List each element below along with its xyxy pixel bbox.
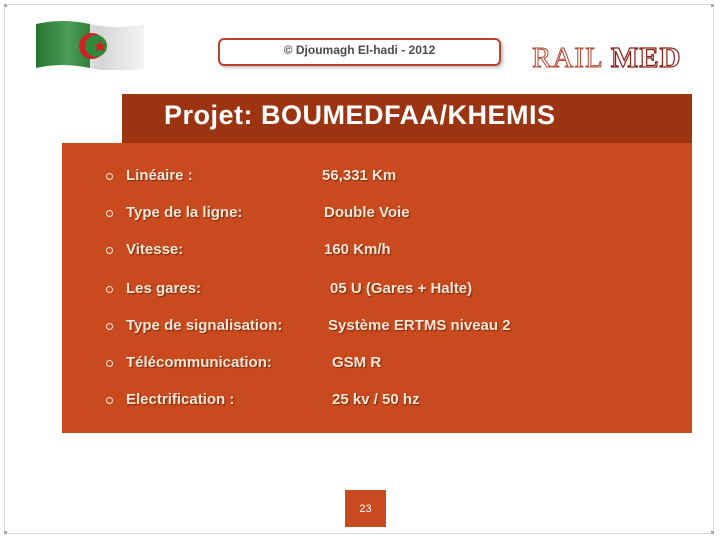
item-value: 56,331 Km <box>322 167 397 184</box>
item-value: GSM R <box>332 354 382 371</box>
item-value: 160 Km/h <box>324 241 391 258</box>
item-value: Système ERTMS niveau 2 <box>328 317 511 334</box>
item-label: Vitesse: <box>126 241 184 258</box>
bullet-icon <box>106 397 113 404</box>
item-label: Télécommunication: <box>126 354 272 371</box>
item-label: Les gares: <box>126 280 202 297</box>
brand-logo <box>532 41 682 75</box>
brand-med-text: MED <box>610 42 682 74</box>
item-value: Double Voie <box>324 204 410 221</box>
bullet-icon <box>106 323 113 330</box>
bullet-icon <box>106 210 113 217</box>
brand-rail-text: RAIL <box>532 42 603 74</box>
algeria-flag-icon <box>34 18 146 70</box>
item-label: Type de signalisation: <box>126 317 283 334</box>
author-banner <box>218 38 501 66</box>
frame-corner <box>4 4 7 7</box>
frame-corner <box>711 531 714 534</box>
frame-corner <box>4 531 7 534</box>
item-label: Linéaire : <box>126 167 193 184</box>
item-label: Electrification : <box>126 391 235 408</box>
page-number: 23 <box>359 502 372 515</box>
bullet-icon <box>106 247 113 254</box>
bullet-icon <box>106 286 113 293</box>
item-label: Type de la ligne: <box>126 204 243 221</box>
author-credit: © Djoumagh El-hadi - 2012 <box>283 43 436 57</box>
slide-title: Projet: BOUMEDFAA/KHEMIS <box>164 100 556 130</box>
bullet-icon <box>106 173 113 180</box>
bullet-icon <box>106 360 113 367</box>
item-value: 25 kv / 50 hz <box>332 391 420 408</box>
page-number-box <box>345 490 386 527</box>
frame-corner <box>711 4 714 7</box>
item-value: 05 U (Gares + Halte) <box>330 280 473 297</box>
